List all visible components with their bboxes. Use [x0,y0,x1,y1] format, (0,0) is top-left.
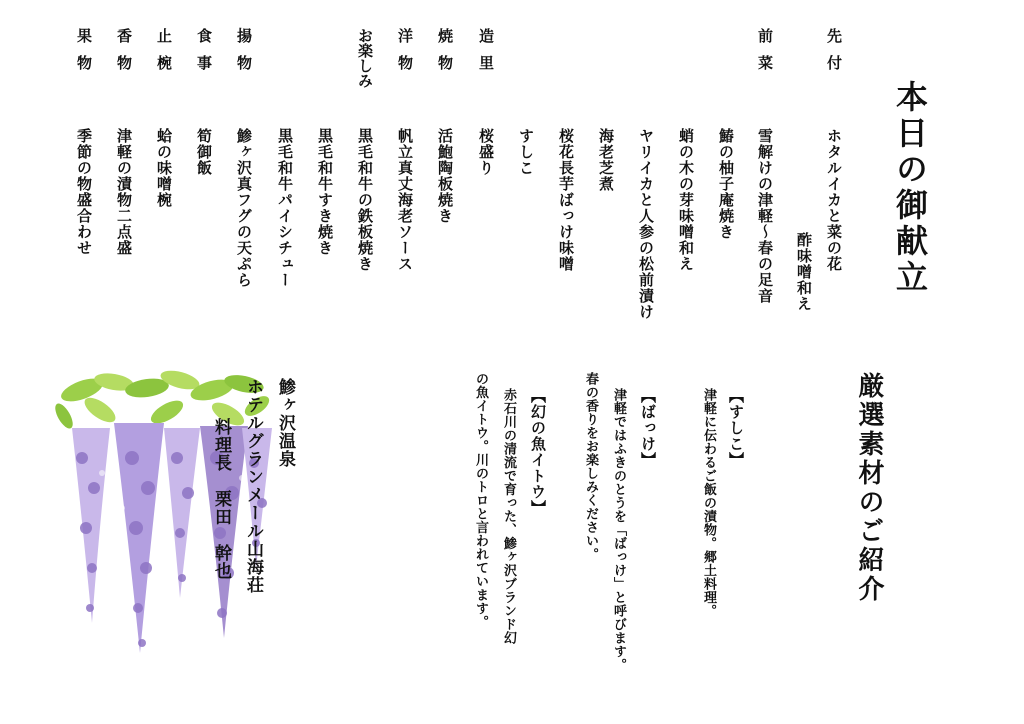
signature-place: 鯵ヶ沢温泉 [275,378,295,468]
course-dish: 海老芝煮 [597,128,615,192]
course-dish: 季節の物盛合わせ [75,128,93,256]
ingredients-title: 厳選素材のご紹介 [854,372,884,604]
course-category: 先付 [825,28,843,82]
leaf-cluster [52,368,272,431]
ingredient-text: 赤石川の清流で育った、鯵ヶ沢ブランド幻 [501,388,516,645]
ingredient-heading: 【ばっけ】 [639,388,657,468]
course-dish: 雪解けの津軽～春の足音 [756,128,774,304]
signature-hotel: ホテルグランメール山海荘 [243,378,263,594]
course-dish: 活鮑陶板焼き [436,128,454,224]
course-dish: 酢味噌和え [795,232,813,312]
course-category: 止椀 [155,28,173,82]
course-category: 造里 [477,28,495,82]
course-dish: 桜花長芋ばっけ味噌 [557,128,575,272]
course-dish: ヤリイカと人参の松前漬け [637,128,655,320]
signature-chef: 料理長 栗田 幹也 [211,418,231,580]
course-dish: 黒毛和牛パイシチュー [276,128,294,288]
ingredient-text: 春の香りをお楽しみください。 [583,372,598,561]
ingredient-text: の魚イトウ。川のトロと言われています。 [473,372,488,629]
course-dish: 黒毛和牛すき焼き [316,128,334,256]
course-dish: 津軽の漬物二点盛 [115,128,133,256]
course-dish: 蛸の木の芽味噌和え [677,128,695,272]
course-dish: 筍御飯 [195,128,213,176]
course-dish: すしこ [517,128,535,176]
course-dish: 蛤の味噌椀 [155,128,173,208]
course-category: 前菜 [756,28,774,82]
course-category: お楽しみ [356,28,374,88]
course-category: 果物 [75,28,93,82]
course-dish: 帆立真丈海老ソース [396,128,414,272]
ingredient-heading: 【幻の魚イトウ】 [529,388,547,516]
course-dish: ホタルイカと菜の花 [825,128,843,272]
course-dish: 鰆の柚子庵焼き [717,128,735,240]
flower-cluster [72,423,272,653]
ingredient-text: 津軽ではふきのとうを「ばっけ」と呼びます。 [611,388,626,672]
course-category: 洋物 [396,28,414,82]
course-dish: 黒毛和牛の鉄板焼き [356,128,374,272]
course-category: 香物 [115,28,133,82]
course-category: 焼物 [436,28,454,82]
menu-title: 本日の御献立 [891,80,929,296]
course-dish: 鯵ヶ沢真フグの天ぷら [235,128,253,288]
course-category: 揚物 [235,28,253,82]
course-category: 食事 [195,28,213,82]
ingredient-heading: 【すしこ】 [727,388,745,468]
course-dish: 桜盛り [477,128,495,176]
ingredient-text: 津軽に伝わるご飯の漬物。郷土料理。 [701,388,716,618]
